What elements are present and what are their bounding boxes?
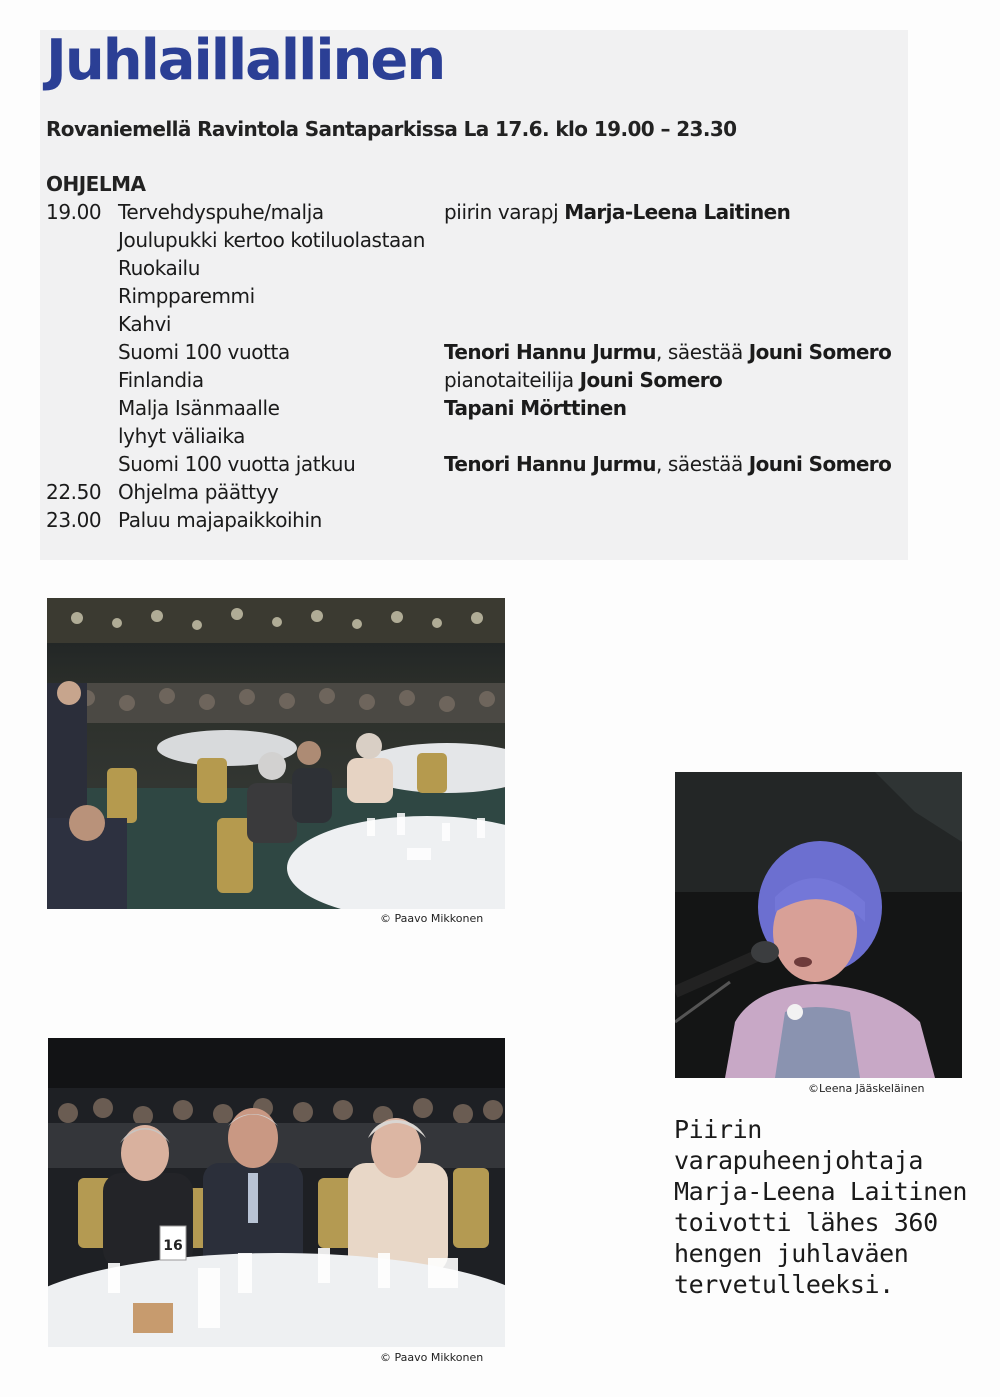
program-item: Ohjelma päättyy [118,480,279,504]
dining-hall-photo [47,598,505,909]
program-item: Tervehdyspuhe/malja [118,200,324,224]
program-item: Joulupukki kertoo kotiluolastaan [118,228,425,252]
photo-credit: © Paavo Mikkonen [380,1351,484,1364]
program-row [46,226,906,254]
program-performer: Tapani Mörttinen [444,396,627,420]
program-row [46,198,906,226]
program-item: Finlandia [118,368,204,392]
program-row [46,506,906,534]
program-heading: OHJELMA [46,172,146,196]
program-item: Malja Isänmaalle [118,396,280,420]
program-row [46,310,906,338]
program-row [46,422,906,450]
program-row [46,450,906,478]
event-subtitle: Rovaniemellä Ravintola Santaparkissa La 17.6. klo 19.00 – 23.30 [46,117,737,141]
program-row [46,338,906,366]
program-performer: Tenori Hannu Jurmu, säestää Jouni Somero [444,340,892,364]
program-performer: piirin varapj Marja-Leena Laitinen [444,200,791,224]
program-time: 22.50 [46,480,102,504]
program-item: Kahvi [118,312,172,336]
program-performer: pianotaiteilija Jouni Somero [444,368,723,392]
guests-table-photo [48,1038,505,1347]
program-item: Suomi 100 vuotta jatkuu [118,452,356,476]
program-time: 23.00 [46,508,102,532]
program-row [46,254,906,282]
photo-credit: ©Leena Jääskeläinen [808,1082,925,1095]
program-row [46,394,906,422]
program-item: lyhyt väliaika [118,424,246,448]
program-item: Suomi 100 vuotta [118,340,290,364]
page-title: Juhlaillallinen [46,28,445,93]
program-item: Rimpparemmi [118,284,255,308]
program-item: Ruokailu [118,256,200,280]
speaker-photo [675,772,962,1078]
program-item: Paluu majapaikkoihin [118,508,322,532]
photo-credit: © Paavo Mikkonen [380,912,484,925]
program-time: 19.00 [46,200,102,224]
program-row [46,366,906,394]
program-performer: Tenori Hannu Jurmu, säestää Jouni Somero [444,452,892,476]
program-row [46,478,906,506]
program-row [46,282,906,310]
photo-caption: Piirin varapuheenjohtaja Marja-Leena Laitinen toivotti lähes 360 hengen juhlaväen tervetulleeksi. [674,1115,968,1299]
table-number-card: 16 [163,1238,183,1254]
